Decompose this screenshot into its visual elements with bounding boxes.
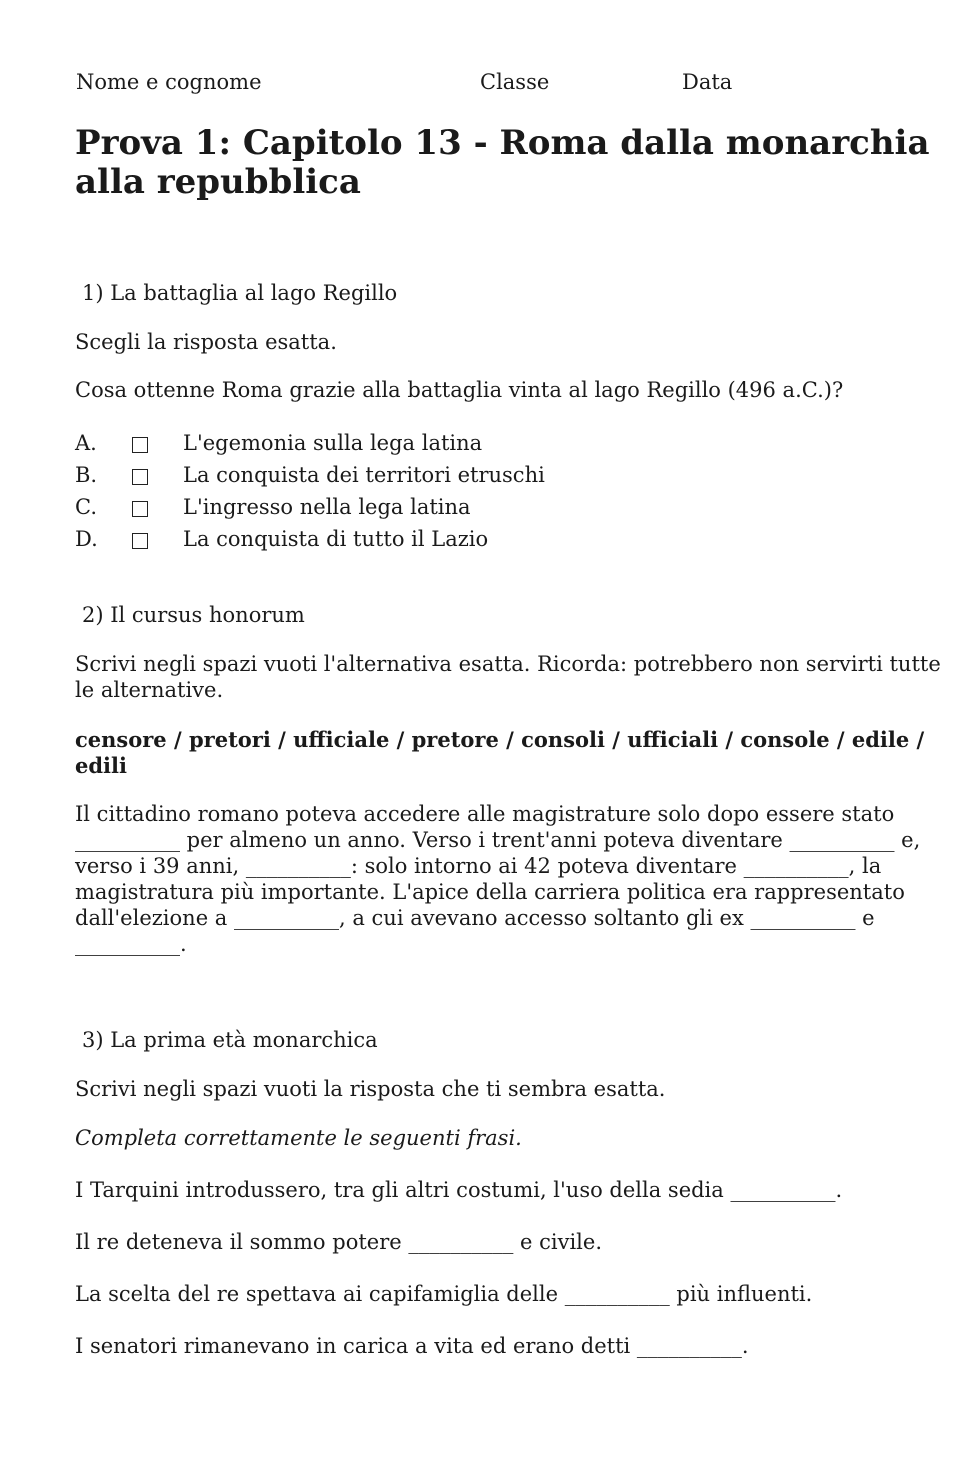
question-3-subinstruction: Completa correttamente le seguenti frasi. <box>75 1126 522 1150</box>
name-label: Nome e cognome <box>76 70 262 94</box>
option-b[interactable] <box>0 463 900 493</box>
option-text: La conquista dei territori etruschi <box>183 463 545 487</box>
option-text: La conquista di tutto il Lazio <box>183 527 489 551</box>
option-text: L'ingresso nella lega latina <box>183 495 471 519</box>
checkbox-icon[interactable] <box>132 437 148 453</box>
sentence-1: I Tarquini introdussero, tra gli altri costumi, l'uso della sedia __________. <box>75 1178 843 1202</box>
checkbox-icon[interactable] <box>132 501 148 517</box>
date-label: Data <box>682 70 733 94</box>
question-1-text: Cosa ottenne Roma grazie alla battaglia vinta al lago Regillo (496 a.C.)? <box>75 378 844 402</box>
option-text: L'egemonia sulla lega latina <box>183 431 483 455</box>
option-letter: D. <box>75 527 98 551</box>
option-a[interactable] <box>0 431 900 461</box>
question-2-heading: 2) Il cursus honorum <box>82 603 305 627</box>
sentence-3: La scelta del re spettava ai capifamiglia delle __________ più influenti. <box>75 1282 813 1306</box>
question-3-heading: 3) La prima età monarchica <box>82 1028 378 1052</box>
sentence-4: I senatori rimanevano in carica a vita ed erano detti __________. <box>75 1334 749 1358</box>
page-title: Prova 1: Capitolo 13 - Roma dalla monarchia alla repubblica <box>75 123 930 202</box>
option-letter: C. <box>75 495 97 519</box>
class-label: Classe <box>480 70 550 94</box>
question-1-heading: 1) La battaglia al lago Regillo <box>82 281 398 305</box>
option-letter: B. <box>75 463 98 487</box>
option-letter: A. <box>75 431 97 455</box>
sentence-2: Il re deteneva il sommo potere __________ e civile. <box>75 1230 602 1254</box>
checkbox-icon[interactable] <box>132 469 148 485</box>
cloze-paragraph: Il cittadino romano poteva accedere alle magistrature solo dopo essere stato __________ per almeno un anno. Verso i trent'anni poteva diventare __________ e, verso i 39 anni, __________: solo intorno ai 42 poteva diventare __________, la magistratura più importante. L'apice della carriera politica era rappresentato dall'elezione a __________, a cui avevano accesso soltanto gli ex __________ e __________. <box>75 802 921 956</box>
question-2-instruction: Scrivi negli spazi vuoti l'alternativa esatta. Ricorda: potrebbero non servirti tutte le alternative. <box>75 652 941 702</box>
word-bank: censore / pretori / ufficiale / pretore / consoli / ufficiali / console / edile / edili <box>75 727 925 778</box>
checkbox-icon[interactable] <box>132 533 148 549</box>
question-3-instruction: Scrivi negli spazi vuoti la risposta che ti sembra esatta. <box>75 1077 666 1101</box>
question-1-instruction: Scegli la risposta esatta. <box>75 330 337 354</box>
option-c[interactable] <box>0 495 900 525</box>
option-d[interactable] <box>0 527 900 557</box>
